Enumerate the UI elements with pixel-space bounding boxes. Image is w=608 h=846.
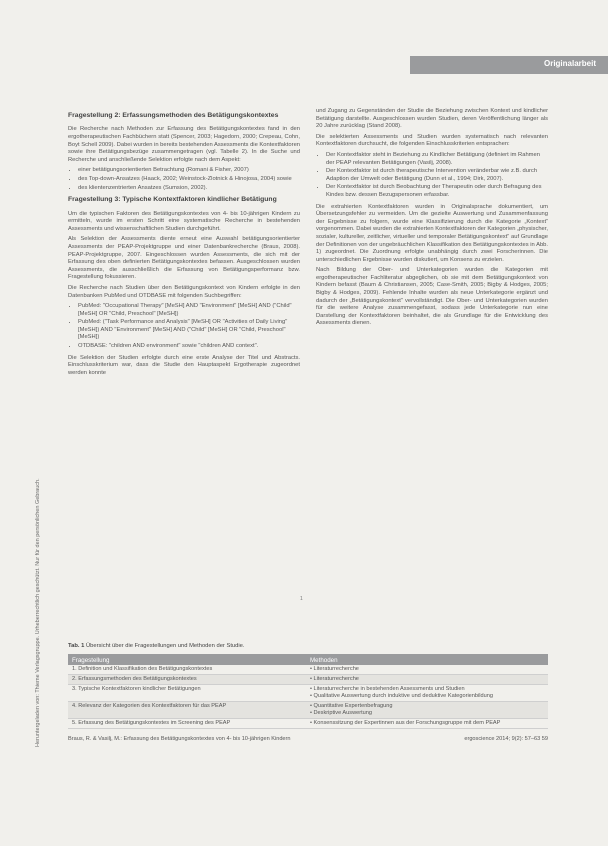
method-item: • Literaturrecherche (310, 676, 359, 682)
table-header (68, 654, 548, 665)
question-cell: 4. Relevanz der Kategorien des Kontextfaktoren für das PEAP (72, 703, 227, 709)
question-cell: 1. Definition und Klassifikation des Betätigungskontextes (72, 666, 213, 672)
paragraph: Die Selektion der Studien erfolgte durch eine erste Analyse der Titel und Abstracts. Einschlusskriterium war, dass die Studie den Hauptaspekt Ergotherapie zugeordnet werden konnte (68, 354, 300, 376)
paragraph: Als Selektion der Assessments diente erneut eine Auswahl betätigungsorientierter Assessments der PEAP-Projektgruppe und einer Datenbankrecherche (Braus, 2008). PEAP-Projektgruppe, 2007. Eingeschlossen wurden Assessments, die sich mit der Erfassung des oben definierten Betätigungskontextes befassen. Ausgeschlossen wurden Assessments, die ausschließlich die Erfassung von Betätigungsperformanz bzw. Fragestellung fokussieren. (68, 236, 300, 281)
table-row (68, 719, 548, 729)
methods-cell (306, 685, 548, 701)
question-cell: 5. Erfassung des Betätigungskontextes im Screening des PEAP (72, 720, 231, 726)
method-item: • Literaturrecherche (310, 666, 359, 672)
paragraph: und Zugang zu Gegenständen der Studie die Beziehung zwischen Kontext und kindlicher Betätigung darstellte. Ausgeschlossen wurden Studien, deren Veröffentlichung länger als 20 Jahre zurücklag (Stand 2008). (316, 108, 548, 130)
method-item: • Qualitative Auswertung durch induktive und deduktive Kategorienbildung (310, 693, 493, 699)
footer-journal: ergoscience 2014; 9(2): 57–63 59 (464, 736, 548, 742)
methods-table (68, 654, 548, 729)
list-item: • PubMed: ("Task Performance and Analysis" [MeSH] OR "Activities of Daily Living" [MeSH]) AND "Environment" [MeSH] AND ("Child" [MeSH] OR "Child, Preschool" [MeSH]) (78, 319, 300, 342)
criteria-list (316, 152, 548, 200)
methods-cell (306, 675, 548, 684)
list-item: • einer betätigungsorientierten Betrachtung (Romani & Fisher, 2007) (78, 167, 300, 175)
question-cell: 3. Typische Kontextfaktoren kindlicher Betätigungen (72, 686, 201, 692)
question-cell: 2. Erfassungsmethoden des Betätigungskontextes (72, 676, 197, 682)
list-item: • des klientenzentrierten Ansatzes (Sumsion, 2002). (78, 185, 300, 193)
list-item: • Der Kontextfaktor ist durch Beobachtung der Therapeutin oder durch Befragung des Kindes bzw. dessen Bezugspersonen erfassbar. (326, 184, 548, 199)
table-row (68, 665, 548, 675)
list-item: • Der Kontextfaktor ist durch therapeutische Intervention veränderbar wie z.B. durch Adaption der Umwelt oder Betätigung (Dunn et al., 1994; Dirk, 2007). (326, 168, 548, 183)
question-3-heading: Fragestellung 3: Typische Kontextfaktoren kindlicher Betätigung (68, 196, 277, 204)
method-item: • Konsenssitzung der Expertinnen aus der Forschungsgruppe mit dem PEAP (310, 720, 501, 726)
search-terms-list (68, 303, 300, 351)
column-header-methods: Methoden (310, 657, 338, 664)
sidebar-text: Heruntergeladen von: Thieme Verlagsgruppe. Urheberrechtlich geschützt. Nur für den persönlichen Gebrauch. (35, 478, 41, 747)
table-caption-label: Tab. 1 (68, 643, 85, 649)
method-item: • Literaturrecherche in bestehenden Assessments und Studien (310, 686, 465, 692)
table-row (68, 702, 548, 719)
list-item: • OTDBASE: "children AND environment" sowie "children AND context". (78, 343, 300, 351)
list-item: • des Top-down-Ansatzes (Haack, 2002; Weinstock-Zlotnick & Hinojosa, 2004) sowie (78, 176, 300, 184)
footer-citation: Braus, R. & Vasilj, M.: Erfassung des Betätigungskontextes von 4- bis 10-jährigen Kindern (68, 736, 291, 742)
copyright-sidebar (28, 74, 42, 754)
page-mark: 1 (300, 596, 303, 602)
paragraph: Die Recherche nach Studien über den Betätigungskontext von Kindern erfolgte in den Datenbanken PubMed und OTDBASE mit folgenden Suchbegriffen: (68, 284, 300, 299)
section-label: Originalarbeit (543, 59, 596, 68)
table-row (68, 675, 548, 685)
methods-cell (306, 702, 548, 718)
method-item: • Deskriptive Auswertung (310, 710, 372, 716)
left-column (68, 108, 300, 380)
list-item: • PubMed: "Occupational Therapy" [MeSH] AND "Environment" [MeSH] AND ("Child" [MeSH] OR "Child, Preschool" [MeSH]) (78, 303, 300, 318)
table-row (68, 685, 548, 702)
table-caption-text: Übersicht über die Fragestellungen und Methoden der Studie. (85, 643, 245, 649)
section-band (410, 56, 608, 74)
right-column (316, 108, 548, 331)
methods-cell (306, 719, 548, 728)
table-caption (68, 643, 245, 649)
method-item: • Quantitative Expertenbefragung (310, 703, 393, 709)
paragraph: Um die typischen Faktoren des Betätigungskontextes von 4- bis 10-jährigen Kindern zu ermitteln, wurde im ersten Schritt eine systematische Recherche in bestehenden Assessments und wissenschaftlichen Studien durchgeführt. (68, 210, 300, 232)
paragraph: Die extrahierten Kontextfaktoren wurden in Originalsprache dokumentiert, um Übersetzungsfehler zu vermeiden. Um die gezielte Auswertung und Zusammenfassung der Ergebnisse zu folgern, wurde eine Klassifizierung durch die Kategorie „Kontext“ vorgenommen. Dabei wurden die extrahierten Kontextfaktoren der Kategorien „physischer, sozialer, kultureller, zeitlicher, virtueller und temporaler Betätigungskontext“ auf Grundlage der Definitionen von der ungebräuchlichen Klassifikation des Betätigungskontextes in Abb. 1) zugeordnet. Die Zuordnung erfolgte unabhängig durch zwei Forscherinnen. Die unterschiedlichen Ergebnisse wurden diskutiert, um Konsens zu erzielen. (316, 203, 549, 263)
column-header-question: Fragestellung (72, 657, 110, 664)
bullet-list (68, 167, 300, 192)
paragraph: Nach Bildung der Ober- und Unterkategorien wurden die Kategorien mit ergotherapeutischer Fachliteratur abgeglichen, ob sie mit dem Betätigungskontext von Kindern befasst (Baum & Christiansen, 2005; Case-Smith, 2005; Bigby & Hodges, 2005; Bigby & Hodges, 2009). Fehlende Inhalte wurden als neue Unterkategorie ergänzt und dadurch der „Betätigungskontext“ vervollständigt. Die Ober- und Unterkategorien wurden für die weitere Analyse zusammengefasst, sodass jede Unterkategorie nun eine Darstellung der Kontextfaktoren beinhaltet, die als Grundlage für die Entwicklung des Assessments dienen. (316, 267, 548, 327)
list-item: • Der Kontextfaktor steht in Beziehung zu Kindlicher Betätigung (definiert im Rahmen der PEAP relevanten Betätigungen (Vasilj, 2008). (326, 152, 548, 167)
methods-cell (306, 665, 548, 674)
paragraph: Die Recherche nach Methoden zur Erfassung des Betätigungskontextes fand in den ergotherapeutischen Fachbüchern statt (Spencer, 2003; Hagedorn, 2000; Crepeau, Cohn, Boyt Schell 2009). Dabei wurden in bereits bestehenden Assessments die Kontextfaktoren sowie ihre Betätigungsbezüge zusammengetragen (vgl. Tabelle 2). In die Suche und Recherche und anschließende Selektion erfolgte nach dem Aspekt: (68, 126, 301, 163)
question-2-heading: Fragestellung 2: Erfassungsmethoden des Betätigungskontextes (68, 112, 279, 119)
paragraph: Die selektierten Assessments und Studien wurden systematisch nach relevanten Kontextfaktoren durchsucht, die folgenden Einschlusskriterien entsprachen: (316, 133, 548, 148)
